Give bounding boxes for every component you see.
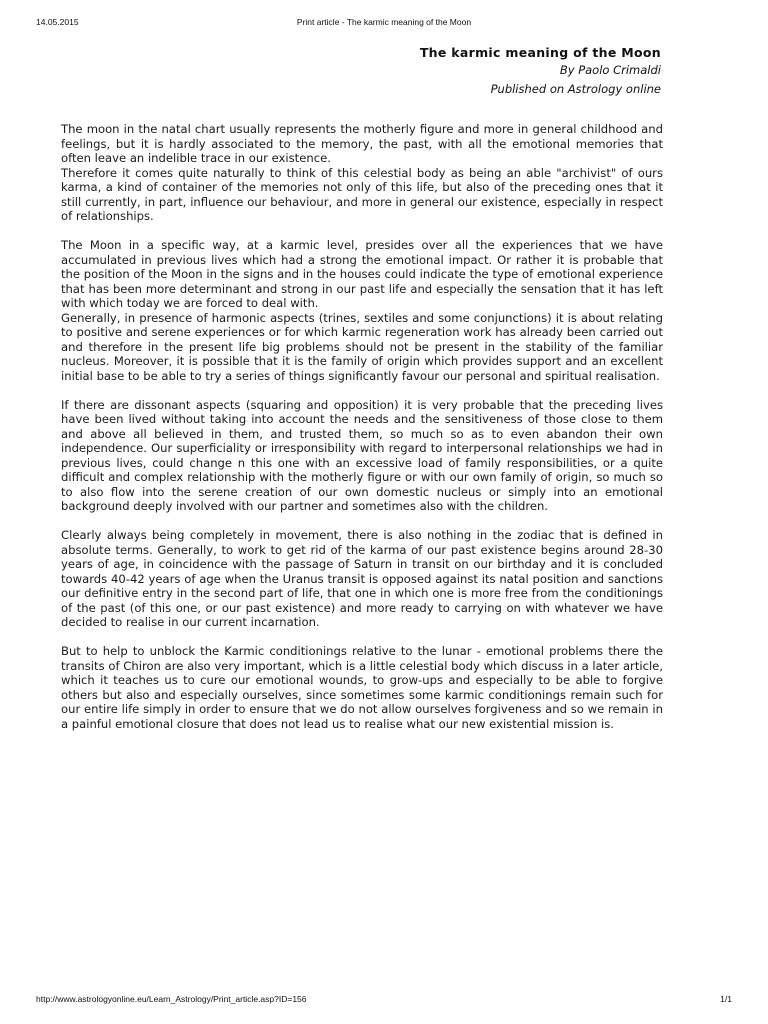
paragraph-movement <box>61 528 663 630</box>
print-date: 14.05.2015 <box>36 17 79 27</box>
article-header <box>420 44 661 99</box>
page-indicator: 1/1 <box>720 994 732 1004</box>
print-page-title: Print article - The karmic meaning of the Moon <box>296 17 472 27</box>
print-header <box>36 17 732 31</box>
paragraph-text: The Moon in a specific way, at a karmic level, presides over all the experiences that we have accumulated in previous lives which had a strong the emotional impact. Or rather it is probable that the position of the Moon in the signs and in the houses could indicate the type of emotional experience that has been more determinant and strong in our past life and especially the sensation that it has left with which today we are forced to deal with. Generally, in presence of harmonic aspects (trines, sextiles and some conjunctions) it is about relating to positive and serene experiences or for which karmic regeneration work has already been carried out and therefore in the present life big problems should not be present in the stability of the familiar nucleus. Moreover, it is possible that it is the family of origin which provides support and an excellent initial base to be able to try a series of things significantly favour our personal and spiritual realisation. <box>61 238 663 383</box>
article-body <box>61 122 663 746</box>
article-published-on: Published on Astrology online <box>490 82 661 96</box>
print-footer <box>36 994 732 1008</box>
paragraph-karmic-level <box>61 238 663 383</box>
article-byline: By Paolo Crimaldi <box>559 63 661 77</box>
paragraph-text: If there are dissonant aspects (squaring and opposition) it is very probable that the preceding lives have been lived without taking into account the needs and the sensitiveness of those close to them and above all believed in them, and trusted them, so much so as to even abandon their own independence. Our superficiality or irresponsibility with regard to interpersonal relationships we had in previous lives, could change n this one with an excessive load of family responsibilities, or a quite difficult and complex relationship with the motherly figure or with our own family of origin, so much so to also flow into the serene creation of our own domestic nucleus or simply into an emotional background deeply involved with our partner and sometimes also with the children. <box>61 397 663 513</box>
paragraph-text: The moon in the natal chart usually represents the motherly figure and more in general childhood and feelings, but it is hardly associated to the memory, the past, with all the emotional memories that often leave an indelible trace in our existence. Therefore it comes quite naturally to think of this celestial body as being an able "archivist" of ours karma, a kind of container of the memories not only of this life, but also of the preceding ones that it still currently, in part, influence our behaviour, and more in general our existence, especially in respect of relationships. <box>61 122 663 223</box>
paragraph-intro <box>61 122 663 224</box>
article-title: The karmic meaning of the Moon <box>419 45 661 60</box>
print-url: http://www.astrologyonline.eu/Learn_Astrology/Print_article.asp?ID=156 <box>36 994 307 1004</box>
paragraph-text: Clearly always being completely in movement, there is also nothing in the zodiac that is defined in absolute terms. Generally, to work to get rid of the karma of our past existence begins around 28-30 years of age, in coincidence with the passage of Saturn in transit on our birthday and it is concluded towards 40-42 years of age when the Uranus transit is opposed against its natal position and sanctions our definitive entry in the second part of life, that one in which one is more free from the conditionings of the past (of this one, or our past existence) and more ready to carrying on with whatever we have decided to realise in our current incarnation. <box>61 528 663 629</box>
paragraph-chiron <box>61 644 663 731</box>
paragraph-dissonant-aspects <box>61 398 663 514</box>
paragraph-text: But to help to unblock the Karmic conditionings relative to the lunar - emotional problems there the transits of Chiron are also very important, which is a little celestial body which discuss in a later article, which it teaches us to cure our emotional wounds, to grow-ups and especially to be able to forgive others but also and especially ourselves, since sometimes some karmic conditionings remain such for our entire life simply in order to ensure that we do not allow ourselves forgiveness and so we remain in a painful emotional closure that does not lead us to realise what our new existential mission is. <box>61 644 663 731</box>
